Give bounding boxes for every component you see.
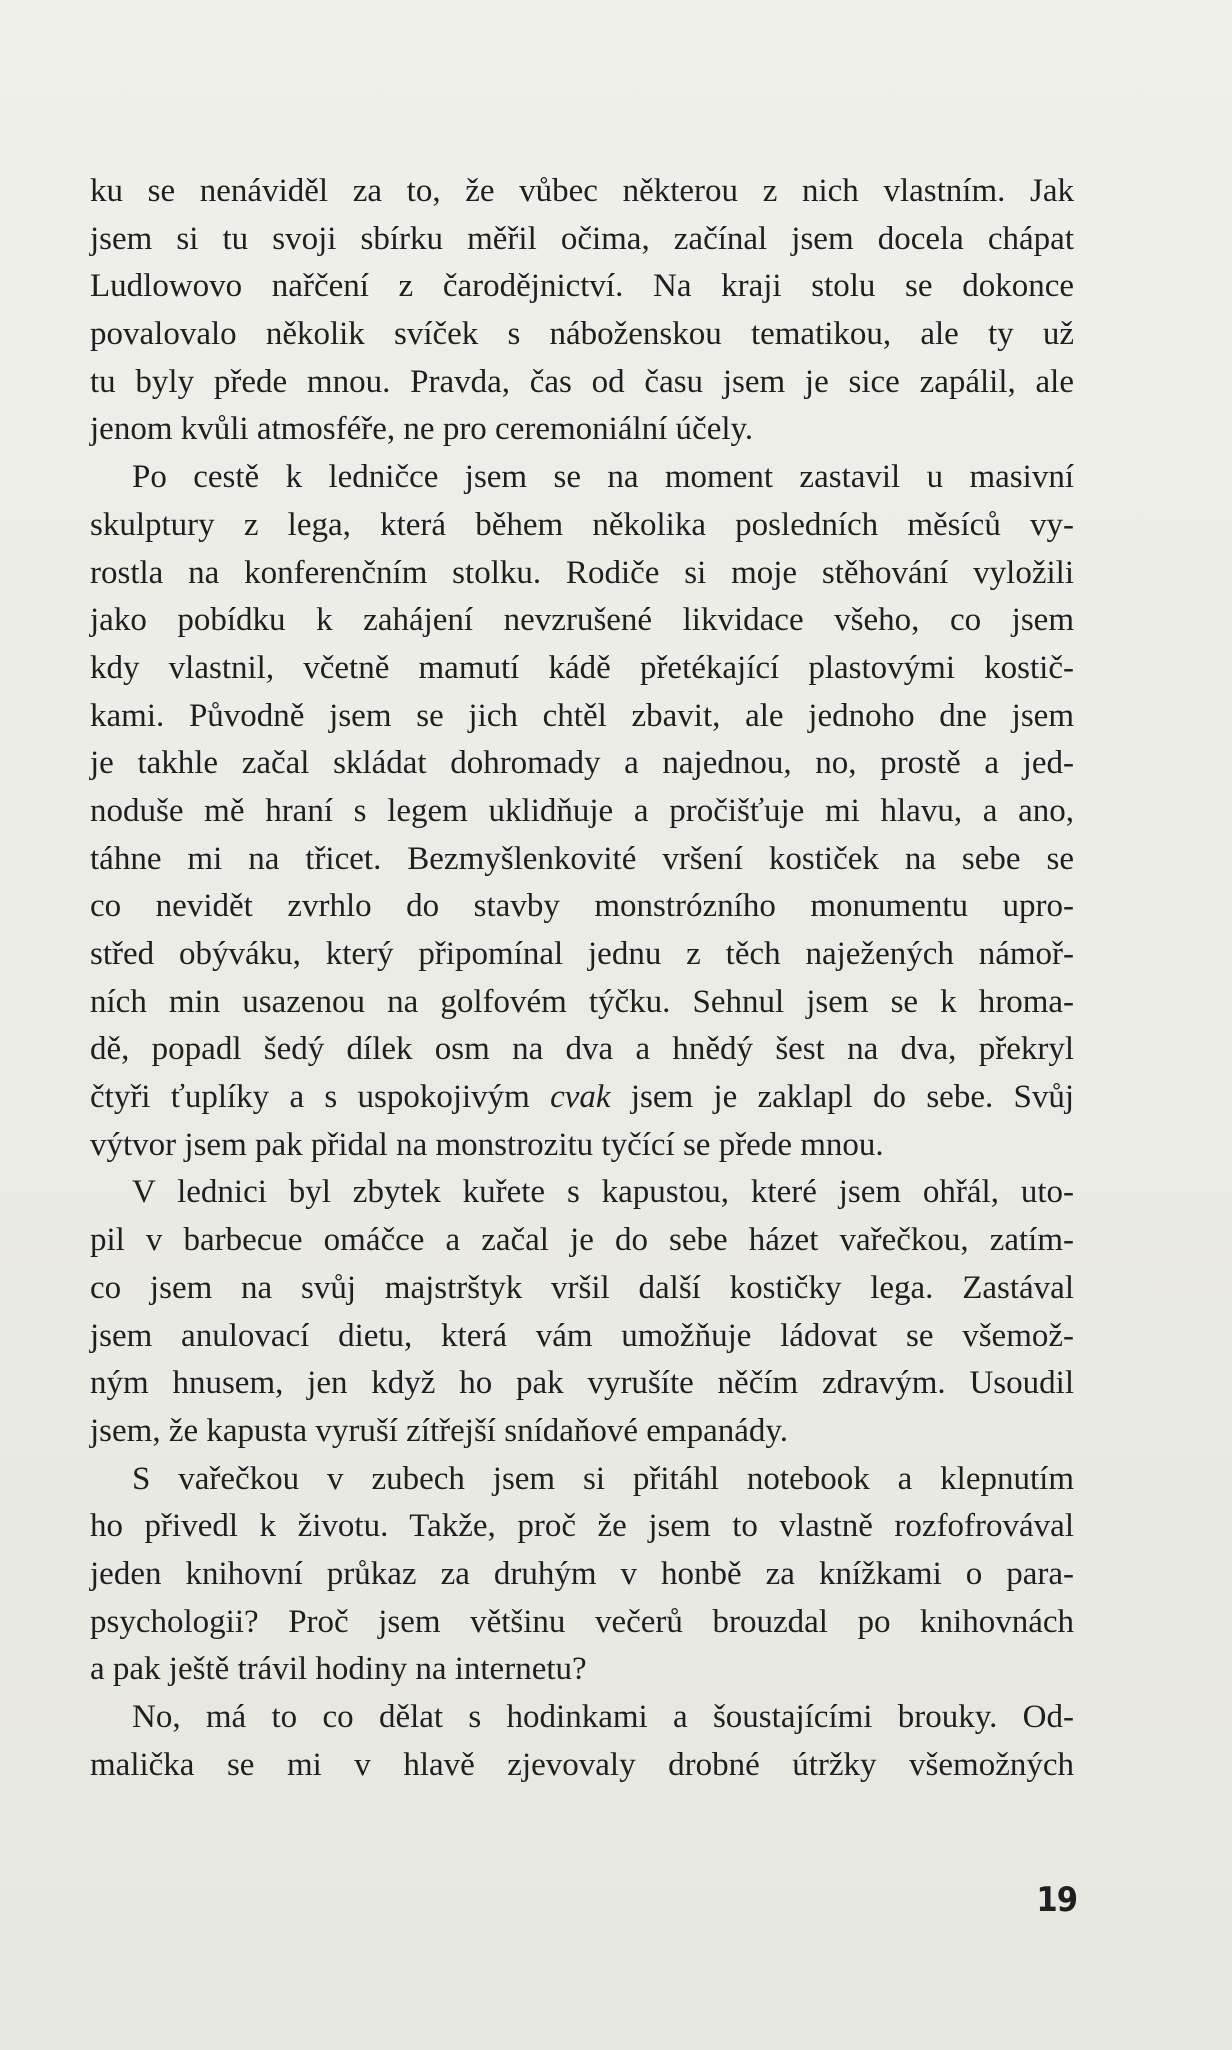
- text-line: V lednici byl zbytek kuřete s kapustou, které jsem ohřál, uto-: [132, 1174, 1074, 1211]
- text-line: výtvor jsem pak přidal na monstrozitu tyčící se přede mnou.: [90, 1126, 884, 1163]
- text-line: No, má to co dělat s hodinkami a šoustajícími brouky. Od-: [132, 1699, 1074, 1735]
- text-line: povalovalo několik svíček s náboženskou tematikou, ale ty už: [90, 316, 1074, 353]
- text-line: skulptury z lega, která během několika posledních měsíců vy-: [90, 506, 1074, 543]
- text-line: psychologii? Proč jsem většinu večerů brouzdal po knihovnách: [90, 1603, 1074, 1640]
- text-line: je takhle začal skládat dohromady a najednou, no, prostě a jed-: [90, 745, 1074, 782]
- text-line: jsem anulovací dietu, která vám umožňuje ládovat se všemož-: [90, 1317, 1074, 1354]
- text-line: ho přivedl k životu. Takže, proč že jsem to vlastně rozfofrovával: [90, 1508, 1074, 1545]
- text-line: Po cestě k ledničce jsem se na moment zastavil u masivní: [132, 459, 1074, 496]
- text-line: ních min usazenou na golfovém týčku. Sehnul jsem se k hroma-: [90, 983, 1074, 1020]
- text-line: co jsem na svůj majstrštyk vršil další kostičky lega. Zastával: [90, 1269, 1074, 1306]
- text-line: tu byly přede mnou. Pravda, čas od času jsem je sice zapálil, ale: [90, 363, 1074, 400]
- text-line: pil v barbecue omáčce a začal je do sebe házet vařečkou, zatím-: [90, 1222, 1074, 1259]
- text-line: rostla na konferenčním stolku. Rodiče si moje stěhování vyložili: [90, 554, 1074, 591]
- text-line: jenom kvůli atmosféře, ne pro ceremoniální účely.: [90, 411, 754, 448]
- text-line: co nevidět zvrhlo do stavby monstrózního monumentu upro-: [90, 888, 1074, 925]
- text-line: dě, popadl šedý dílek osm na dva a hnědý šest na dva, překryl: [90, 1031, 1074, 1068]
- text-line: [90, 1074, 1074, 1122]
- italic-word: cvak: [550, 1079, 611, 1116]
- text-line: malička se mi v hlavě zjevovaly drobné útržky všemožných: [90, 1746, 1074, 1783]
- text-line: a pak ještě trávil hodiny na internetu?: [90, 1651, 587, 1688]
- text-line: táhne mi na třicet. Bezmyšlenkovité vršení kostiček na sebe se: [90, 840, 1074, 877]
- text-line: kami. Původně jsem se jich chtěl zbavit, ale jednoho dne jsem: [90, 697, 1074, 734]
- text-line: jsem, že kapusta vyruší zítřejší snídaňové empanády.: [90, 1412, 788, 1449]
- text-line: S vařečkou v zubech jsem si přitáhl notebook a klepnutím: [132, 1460, 1074, 1497]
- text-line: jeden knihovní průkaz za druhým v honbě za knížkami o para-: [90, 1555, 1074, 1592]
- text-line: Ludlowovo nařčení z čarodějnictví. Na kraji stolu se dokonce: [90, 268, 1074, 305]
- page-number: 19: [1036, 1880, 1077, 1920]
- text-line: jako pobídku k zahájení nevzrušené likvidace všeho, co jsem: [90, 602, 1074, 639]
- text-line: ným hnusem, jen když ho pak vyrušíte něčím zdravým. Usoudil: [90, 1365, 1074, 1402]
- text-segment: čtyři ťuplíky a s uspokojivým: [90, 1079, 551, 1116]
- text-segment: jsem je zaklapl do sebe. Svůj: [610, 1079, 1075, 1116]
- text-line: ku se nenáviděl za to, že vůbec některou z nich vlastním. Jak: [90, 173, 1074, 209]
- text-line: střed obýváku, který připomínal jednu z těch naježených námoř-: [90, 936, 1074, 972]
- text-line: noduše mě hraní s legem uklidňuje a pročišťuje mi hlavu, a ano,: [90, 792, 1074, 829]
- text-line: jsem si tu svoji sbírku měřil očima, začínal jsem docela chápat: [90, 220, 1074, 257]
- body-text: [90, 168, 1074, 1789]
- text-line: kdy vlastnil, včetně mamutí kádě přetékající plastovými kostič-: [90, 649, 1074, 686]
